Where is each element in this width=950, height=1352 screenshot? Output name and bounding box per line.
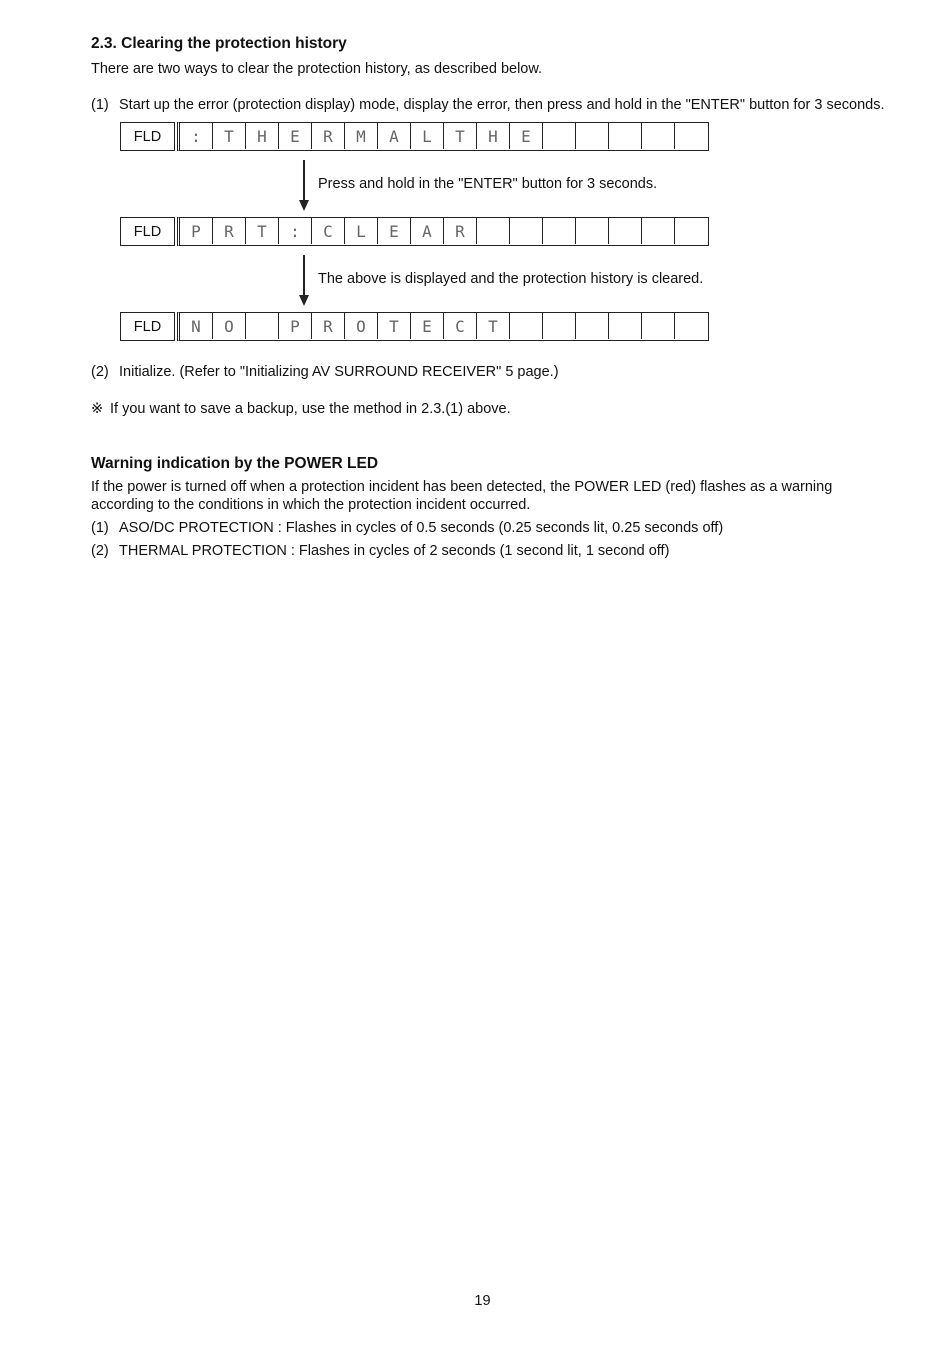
step-1-number: (1): [91, 97, 109, 113]
warning-line-2: according to the conditions in which the protection incident occurred.: [91, 497, 531, 513]
fld-cell: E: [378, 218, 411, 244]
fld-cell: [576, 218, 609, 244]
fld-cell: C: [444, 313, 477, 339]
step-2-number: (2): [91, 364, 109, 380]
fld-cell: T: [477, 313, 510, 339]
fld-cell: R: [312, 313, 345, 339]
step-2-text: Initialize. (Refer to "Initializing AV SURROUND RECEIVER" 5 page.): [119, 364, 559, 380]
warning-item-1: [91, 519, 723, 537]
fld-cell: [675, 313, 708, 339]
fld-display-3: [120, 312, 709, 341]
fld-cell: R: [444, 218, 477, 244]
arrow-1-text: Press and hold in the "ENTER" button for 3 seconds.: [318, 176, 658, 192]
warning-item-2: [91, 542, 669, 560]
fld-cell: M: [345, 123, 378, 149]
fld-cell: [609, 218, 642, 244]
fld-cell: C: [312, 218, 345, 244]
fld-cells: [177, 217, 709, 246]
step-2: [91, 363, 559, 381]
fld-cell: L: [411, 123, 444, 149]
fld-cell: :: [180, 123, 213, 149]
fld-cell: R: [213, 218, 246, 244]
warning-item-number: (1): [91, 520, 109, 536]
warning-line-1: If the power is turned off when a protection incident has been detected, the POWER LED (red) flashes as a warning: [91, 479, 833, 495]
fld-cell: [543, 123, 576, 149]
fld-display-1: [120, 122, 709, 151]
fld-cell: A: [411, 218, 444, 244]
fld-cell: O: [213, 313, 246, 339]
fld-cell: [576, 313, 609, 339]
fld-cell: E: [279, 123, 312, 149]
fld-cell: A: [378, 123, 411, 149]
arrow-2-text: The above is displayed and the protection history is cleared.: [318, 271, 704, 287]
fld-cell: E: [411, 313, 444, 339]
fld-cell: T: [444, 123, 477, 149]
warning-item-text: ASO/DC PROTECTION : Flashes in cycles of 0.5 seconds (0.25 seconds lit, 0.25 seconds off): [119, 520, 724, 536]
section-heading: 2.3. Clearing the protection history: [91, 35, 347, 52]
fld-cell: [642, 218, 675, 244]
fld-cell: [543, 313, 576, 339]
fld-cell: :: [279, 218, 312, 244]
fld-cell: [675, 218, 708, 244]
fld-cell: H: [477, 123, 510, 149]
section-intro: There are two ways to clear the protection history, as described below.: [91, 61, 543, 77]
fld-cell: [576, 123, 609, 149]
fld-label: FLD: [120, 312, 175, 341]
fld-display-2: [120, 217, 709, 246]
step-1: [91, 96, 885, 114]
page-number: 19: [474, 1293, 491, 1309]
step-1-text: Start up the error (protection display) mode, display the error, then press and hold in the "ENTER" button for 3 seconds.: [119, 97, 885, 113]
warning-heading: Warning indication by the POWER LED: [91, 455, 379, 472]
fld-cell: [477, 218, 510, 244]
fld-cell: [642, 123, 675, 149]
fld-cell: N: [180, 313, 213, 339]
fld-cells: [177, 312, 709, 341]
fld-cells: [177, 122, 709, 151]
fld-cell: P: [279, 313, 312, 339]
fld-cell: L: [345, 218, 378, 244]
fld-label: FLD: [120, 217, 175, 246]
fld-cell: [609, 313, 642, 339]
fld-label: FLD: [120, 122, 175, 151]
fld-cell: T: [378, 313, 411, 339]
fld-cell: [609, 123, 642, 149]
arrow-1-line: [303, 160, 305, 200]
fld-cell: E: [510, 123, 543, 149]
note-mark-icon: ※: [91, 401, 104, 417]
fld-cell: T: [246, 218, 279, 244]
note: [91, 400, 511, 418]
fld-cell: H: [246, 123, 279, 149]
fld-cell: [246, 313, 279, 339]
arrow-1-head-icon: [299, 200, 309, 211]
fld-cell: [543, 218, 576, 244]
fld-cell: [675, 123, 708, 149]
fld-cell: T: [213, 123, 246, 149]
warning-item-number: (2): [91, 543, 109, 559]
arrow-2-head-icon: [299, 295, 309, 306]
note-text: If you want to save a backup, use the method in 2.3.(1) above.: [110, 401, 511, 417]
fld-cell: P: [180, 218, 213, 244]
fld-cell: [510, 313, 543, 339]
fld-cell: [642, 313, 675, 339]
arrow-2-line: [303, 255, 305, 295]
fld-cell: [510, 218, 543, 244]
fld-cell: R: [312, 123, 345, 149]
fld-cell: O: [345, 313, 378, 339]
warning-item-text: THERMAL PROTECTION : Flashes in cycles of 2 seconds (1 second lit, 1 second off): [119, 543, 670, 559]
